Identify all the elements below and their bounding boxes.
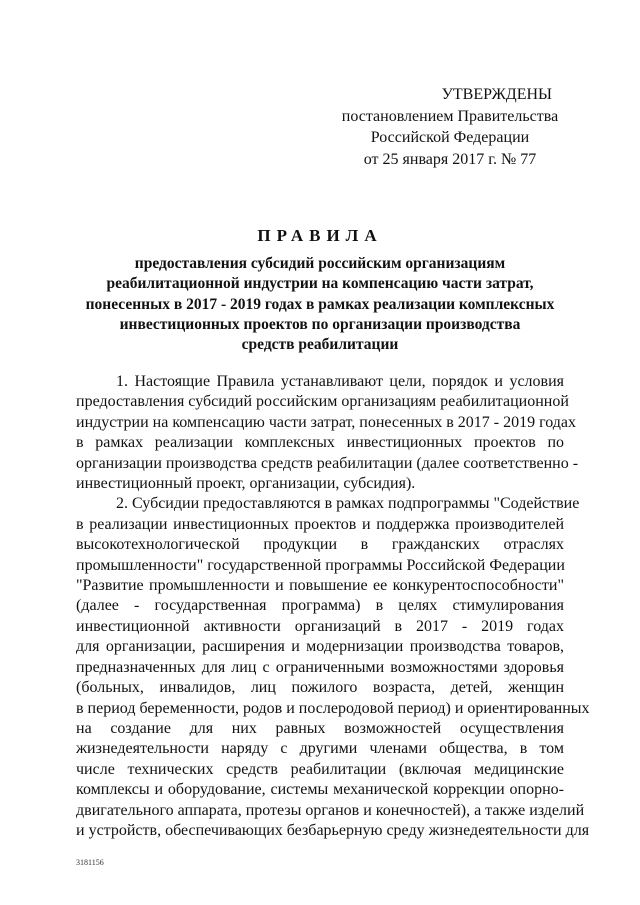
approval-block (330, 84, 570, 170)
text-line: инвестиционной активности организаций в 2017 - 2019 годах (76, 617, 564, 635)
text-line: "Развитие промышленности и повышение ее конкурентоспособности" (76, 577, 564, 595)
text-line: 2. Субсидии предоставляются в рамках подпрограммы "Содействие (116, 495, 580, 513)
paragraph-1 (76, 372, 579, 494)
text-line: числе технических средств реабилитации (включая медицинские (76, 760, 564, 778)
text-line: инвестиционный проект, организации, субсидия). (76, 475, 416, 493)
text-line: в период беременности, родов и послеродовой период) и ориентированных (76, 699, 590, 717)
text-line: организации производства средств реабилитации (далее соответственно - (76, 454, 579, 472)
text-line: для организации, расширения и модернизации производства товаров, (76, 638, 564, 656)
subtitle-line: понесенных в 2017 - 2019 годах в рамках реализации комплексных (85, 295, 555, 313)
text-line: предназначенных для лиц с ограниченными возможностями здоровья (76, 658, 564, 676)
paragraph-2 (76, 494, 590, 841)
text-line: жизнедеятельности наряду с другими членами общества, в том (76, 740, 564, 758)
document-title: ПРАВИЛА (257, 226, 383, 245)
document-subtitle (60, 254, 580, 355)
subtitle-line: средств реабилитации (241, 336, 399, 354)
text-line: на создание для них равных возможностей осуществления (76, 719, 564, 737)
text-line: высокотехнологической продукции в гражданских отраслях (76, 536, 564, 554)
text-line: промышленности" государственной программы Российской Федерации (76, 556, 565, 574)
approval-line: Российской Федерации (370, 129, 530, 146)
document-code: 3181156 (76, 858, 104, 867)
text-line: (далее - государственная программа) в целях стимулирования (76, 597, 564, 615)
text-line: предоставления субсидий российским организациям реабилитационной (76, 393, 569, 411)
document-body (76, 372, 590, 841)
subtitle-line: инвестиционных проектов по организации производства (119, 315, 521, 333)
approval-heading: УТВЕРЖДЕНЫ (441, 86, 552, 103)
text-line: (больных, инвалидов, лиц пожилого возраста, детей, женщин (76, 679, 564, 697)
text-line: и устройств, обеспечивающих безбарьерную среду жизнедеятельности для (76, 821, 590, 839)
subtitle-line: предоставления субсидий российским организациям (134, 255, 506, 272)
text-line: 1. Настоящие Правила устанавливают цели, порядок и условия (116, 373, 564, 390)
text-line: в реализации инвестиционных проектов и поддержка производителей (76, 515, 564, 533)
text-line: в рамках реализации комплексных инвестиционных проектов по (76, 434, 564, 452)
approval-line: постановлением Правительства (341, 107, 559, 125)
approval-date-number: от 25 января 2017 г. № 77 (363, 150, 537, 168)
text-line: комплексы и оборудование, системы механической коррекции опорно- (76, 781, 564, 799)
text-line: двигательного аппарата, протезы органов и конечностей), а также изделий (76, 801, 585, 819)
text-line: индустрии на компенсацию части затрат, понесенных в 2017 - 2019 годах (76, 413, 577, 431)
subtitle-line: реабилитационной индустрии на компенсацию части затрат, (106, 275, 534, 293)
